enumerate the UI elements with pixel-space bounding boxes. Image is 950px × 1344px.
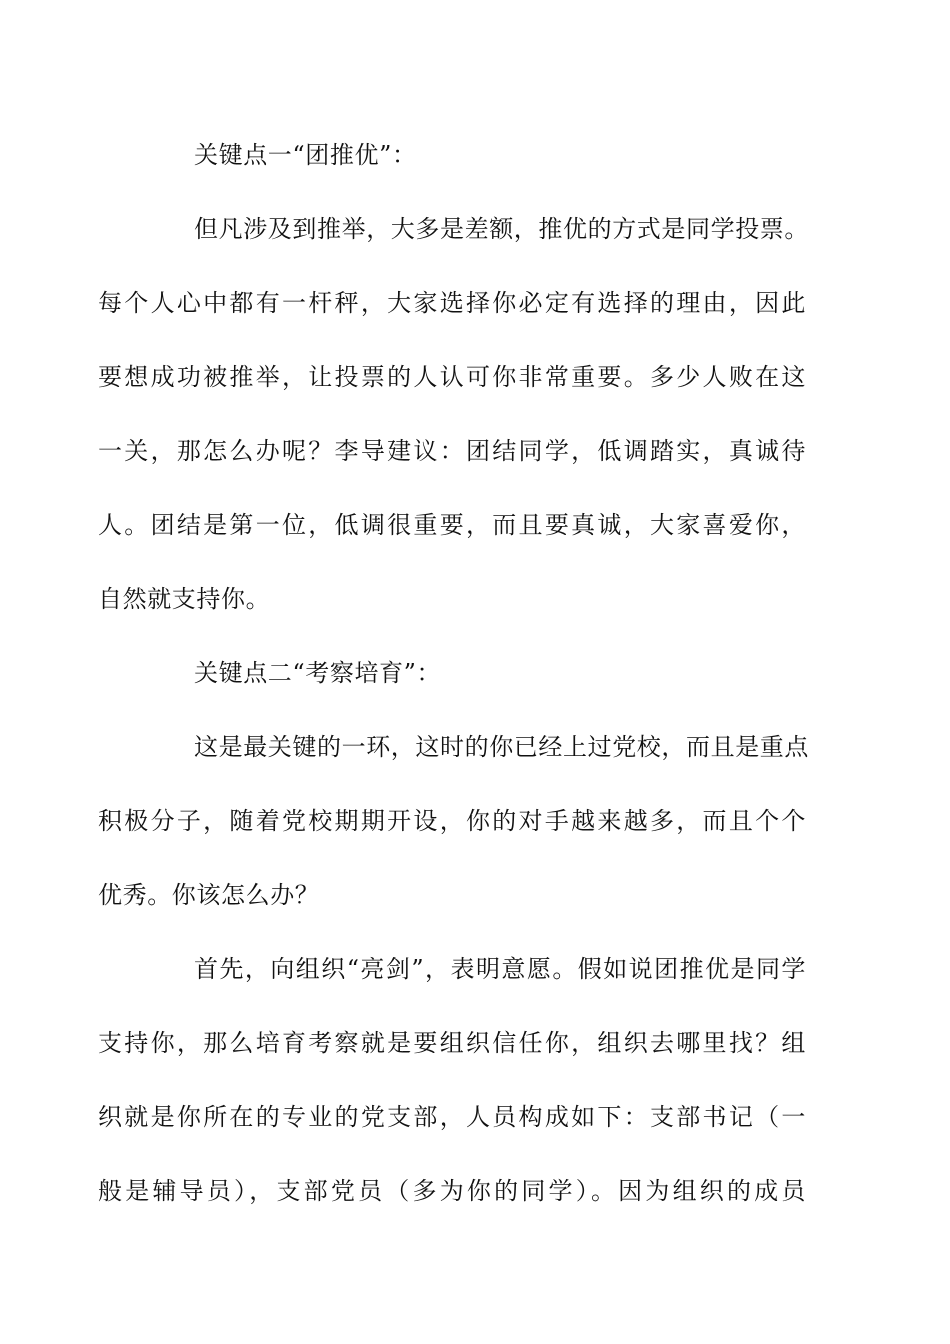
- text-line: 人。团结是第一位，低调很重要，而且要真诚，大家喜爱你，: [98, 511, 806, 539]
- text-line: 首先，向组织“亮剑”，表明意愿。假如说团推优是同学: [194, 955, 806, 983]
- section-heading-1: [146, 118, 806, 192]
- section-heading-2: [146, 636, 806, 710]
- text-line: 每个人心中都有一杆秤，大家选择你必定有选择的理由，因此: [98, 289, 806, 317]
- text-line: 织就是你所在的专业的党支部，人员构成如下：支部书记（一: [98, 1103, 806, 1131]
- paragraph-2: [98, 710, 809, 932]
- text-line: 要想成功被推举，让投票的人认可你非常重要。多少人败在这: [98, 363, 806, 391]
- text-line: 般是辅导员），支部党员（多为你的同学）。因为组织的成员: [98, 1177, 806, 1205]
- text-line: 优秀。你该怎么办？: [98, 881, 320, 909]
- text-line: 自然就支持你。: [98, 585, 271, 613]
- text-line: 关键点一“团推优”：: [194, 141, 417, 169]
- text-line: 支持你，那么培育考察就是要组织信任你，组织去哪里找？组: [98, 1029, 806, 1057]
- paragraph-3: [98, 932, 806, 1228]
- text-line: 这是最关键的一环，这时的你已经上过党校，而且是重点: [194, 733, 809, 761]
- text-line: 但凡涉及到推举，大多是差额，推优的方式是同学投票。: [194, 215, 809, 243]
- text-line: 一关，那怎么办呢？李导建议：团结同学，低调踏实，真诚待: [98, 437, 806, 465]
- text-line: 积极分子，随着党校期期开设，你的对手越来越多，而且个个: [98, 807, 806, 835]
- text-line: 关键点二“考察培育”：: [194, 659, 442, 687]
- paragraph-1: [98, 192, 809, 636]
- document-body: [98, 118, 809, 1228]
